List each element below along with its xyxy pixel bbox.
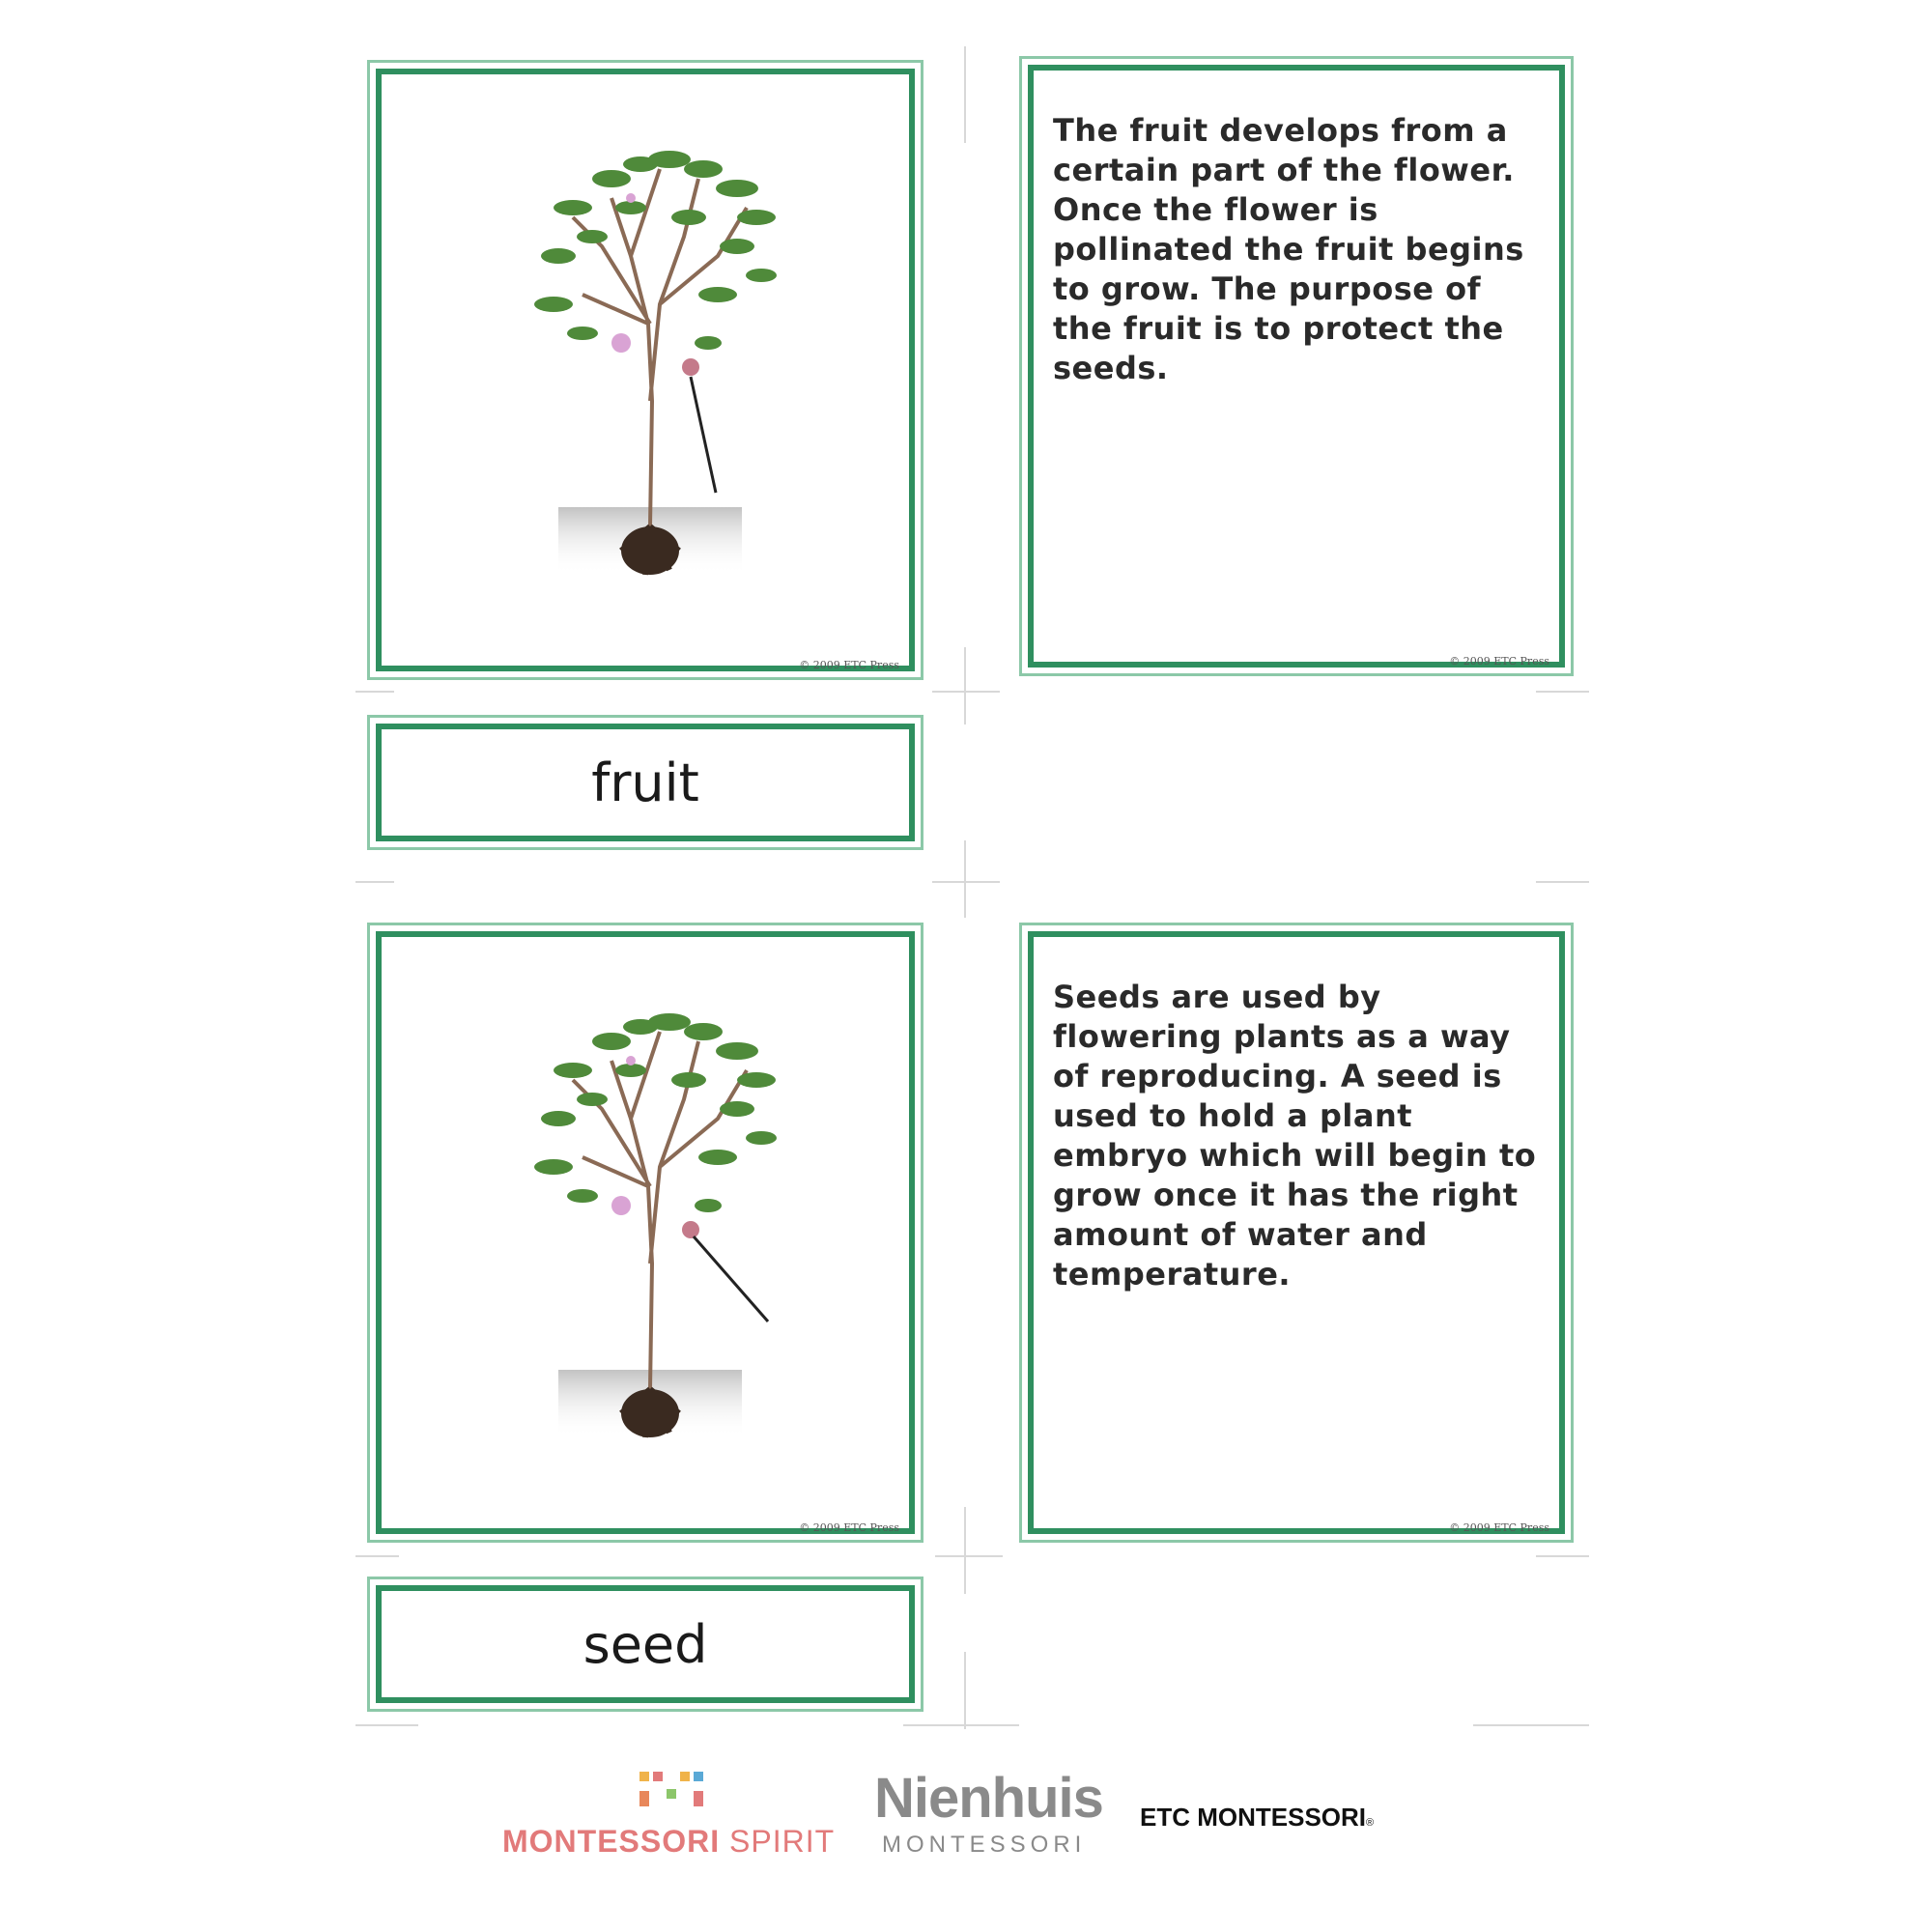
montessori-spirit-logo: [502, 1766, 836, 1862]
plant-illustration: [515, 111, 824, 613]
cut-mark: [964, 840, 966, 918]
description-text: The fruit develops from a certain part of the flower. Once the flower is pollinated the fruit begins to grow. The purpose of the fruit is to protect the seeds.: [1053, 112, 1524, 386]
copyright-text: © 2009 ETC Press: [1449, 655, 1549, 668]
label-text: seed: [582, 1613, 708, 1675]
cut-mark: [903, 1724, 1019, 1726]
spirit-m-icon: [638, 1766, 705, 1812]
description-card-fruit: [1019, 56, 1574, 676]
copyright-text: © 2009 ETC Press: [799, 659, 899, 671]
copyright-text: © 2009 ETC Press: [1449, 1521, 1549, 1534]
etc-montessori-logo: [1140, 1803, 1410, 1841]
cut-mark: [964, 1507, 966, 1594]
cut-mark: [964, 647, 966, 724]
cut-mark: [1536, 691, 1589, 693]
cut-mark: [1536, 1555, 1589, 1557]
cut-mark: [935, 1555, 1003, 1557]
label-card-fruit: [367, 715, 923, 850]
cut-mark: [1473, 1724, 1589, 1726]
cut-mark: [964, 46, 966, 143]
cut-mark: [932, 881, 1000, 883]
cut-mark: [964, 1652, 966, 1729]
cut-mark: [932, 691, 1000, 693]
label-text: fruit: [591, 752, 699, 813]
copyright-text: © 2009 ETC Press: [799, 1521, 899, 1534]
label-card-seed: [367, 1577, 923, 1712]
cut-mark: [1536, 881, 1589, 883]
nienhuis-subtitle: MONTESSORI: [882, 1832, 1087, 1858]
nienhuis-title: Nienhuis: [874, 1767, 1103, 1830]
cut-mark: [355, 691, 394, 693]
nienhuis-logo: [874, 1766, 1103, 1862]
description-text: Seeds are used by flowering plants as a way of reproducing. A seed is used to hold a plant embryo which will begin to grow once it has the right amount of water and temperature.: [1053, 979, 1537, 1293]
etc-logo-text: ETC MONTESSORI: [1140, 1803, 1367, 1832]
spirit-logo-text-bold: MONTESSORI: [502, 1824, 721, 1859]
cut-mark: [355, 1724, 418, 1726]
etc-logo-mark: ®: [1366, 1817, 1375, 1829]
cut-mark: [355, 881, 394, 883]
picture-card-seed: [367, 923, 923, 1543]
spirit-logo-text-light: SPIRIT: [720, 1824, 836, 1859]
plant-illustration: [515, 974, 824, 1476]
cut-mark: [355, 1555, 399, 1557]
description-card-seed: [1019, 923, 1574, 1543]
picture-card-fruit: [367, 60, 923, 680]
